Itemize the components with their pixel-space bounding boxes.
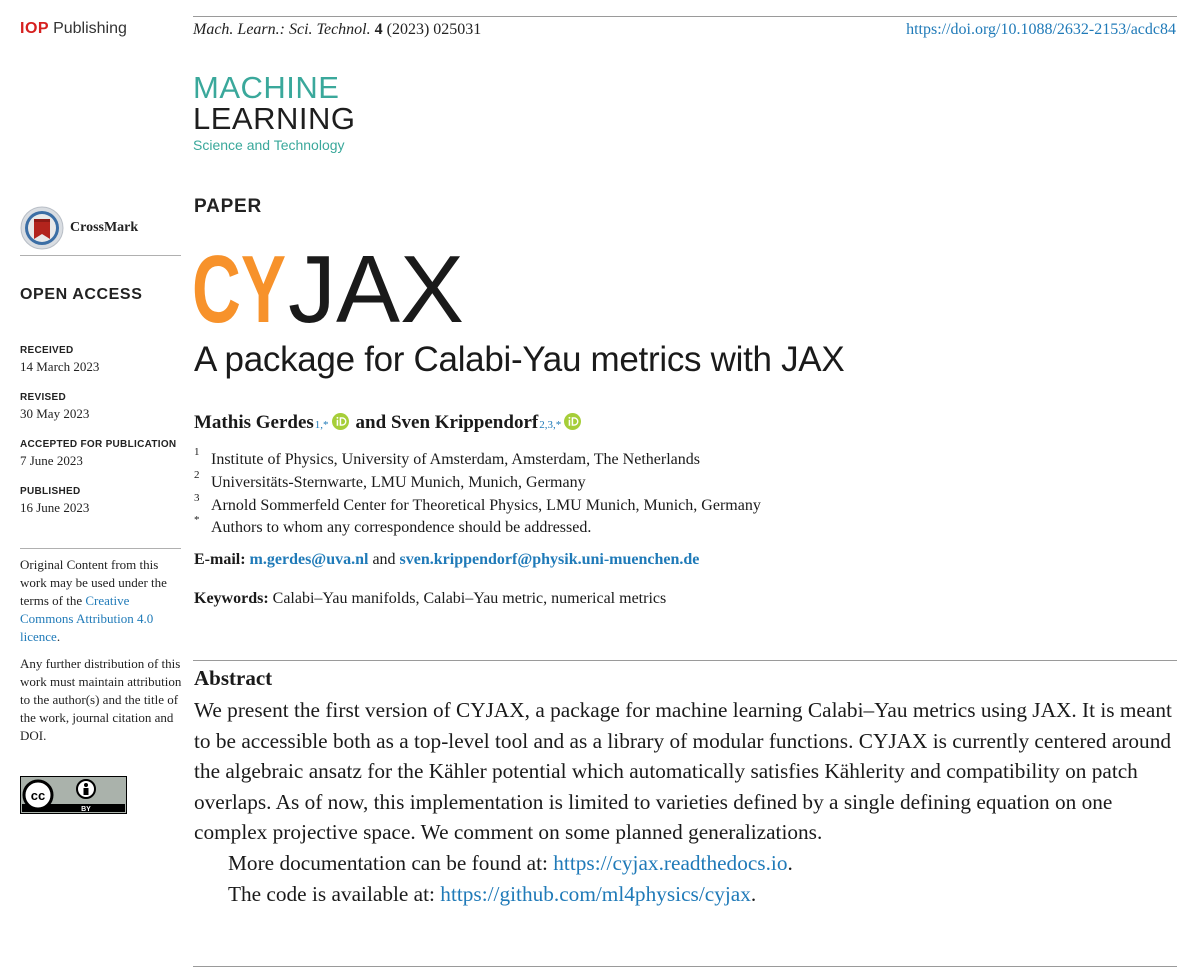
publisher-brand: IOP (20, 20, 50, 37)
article-type-label: PAPER (194, 196, 263, 217)
sidebar-rule-1 (20, 255, 181, 256)
journal-logo-line3: Science and Technology (193, 137, 345, 153)
author-affiliation-ref[interactable]: 2,3,* (539, 419, 562, 431)
correspondence-note (194, 514, 592, 537)
accepted-date: 7 June 2023 (20, 453, 83, 468)
abstract-rule (193, 660, 1177, 661)
abstract-text: We present the first version of CYJAX, a package for machine learning Calabi–Yau metrics using JAX. It is meant to be accessible both as a top-level tool and as a library of modular functions. CYJAX is currently centered around the algebraic ansatz for the Kähler potential which automatically satisfies Kählerity and compatibility on patch overlaps. As of now, this implementation is limited to varieties defined by a single defining equation on one complex projective space. We comment on some planned generalizations. (194, 698, 1172, 845)
cc-by-badge[interactable] (20, 776, 127, 814)
journal-year-article: (2023) 025031 (386, 21, 482, 38)
revised-label: REVISED (20, 392, 67, 403)
received-label: RECEIVED (20, 345, 74, 356)
journal-logo[interactable] (193, 72, 355, 153)
journal-logo-line2: LEARNING (193, 101, 356, 136)
email-line (194, 551, 699, 569)
code-line (194, 879, 1174, 910)
journal-volume: 4 (374, 21, 383, 38)
license-note (20, 556, 185, 646)
email-join: and (372, 551, 396, 568)
keywords-text: Calabi–Yau manifolds, Calabi–Yau metric, numerical metrics (272, 590, 667, 607)
email-label: E-mail: (194, 551, 246, 568)
open-access-label: OPEN ACCESS (20, 286, 143, 303)
author-affiliation-ref[interactable]: 1,* (314, 419, 329, 431)
author-name[interactable]: Mathis Gerdes (194, 412, 314, 433)
author-list (194, 411, 588, 434)
published-label: PUBLISHED (20, 486, 81, 497)
affiliation-number: 3 (194, 492, 200, 504)
affiliation-text: Arnold Sommerfeld Center for Theoretical Physics, LMU Munich, Munich, Germany (211, 497, 761, 514)
email-link-2[interactable]: sven.krippendorf@physik.uni-muenchen.de (399, 551, 700, 568)
code-link[interactable]: https://github.com/ml4physics/cyjax (440, 881, 751, 906)
email-link-1[interactable]: m.gerdes@uva.nl (249, 551, 369, 568)
docs-link[interactable]: https://cyjax.readthedocs.io (553, 850, 788, 875)
journal-citation (193, 21, 481, 39)
distribution-note: Any further distribution of this work must maintain attribution to the author(s) and the title of the work, journal citation and DOI. (20, 656, 182, 743)
license-link[interactable]: Creative Commons Attribution 4.0 licence (20, 593, 154, 644)
received-date: 14 March 2023 (20, 359, 100, 374)
affiliation-number: 2 (194, 469, 200, 481)
affiliation (194, 469, 586, 492)
orcid-icon[interactable] (332, 413, 349, 430)
affiliation-text: Institute of Physics, University of Amsterdam, Amsterdam, The Netherlands (211, 451, 700, 468)
cyjax-logo (192, 234, 472, 330)
affiliation (194, 446, 700, 469)
affiliation-number: 1 (194, 446, 200, 458)
abstract-heading: Abstract (194, 666, 273, 690)
docs-suffix: . (787, 850, 793, 875)
crossmark-label: CrossMark (70, 220, 139, 235)
abstract-body (194, 695, 1174, 909)
affiliation-text: Authors to whom any correspondence should be addressed. (211, 519, 592, 536)
doi-link[interactable]: https://doi.org/10.1088/2632-2153/acdc84 (906, 21, 1176, 38)
publisher-logo[interactable] (20, 20, 127, 38)
published-date: 16 June 2023 (20, 500, 90, 515)
header-rule (193, 16, 1177, 17)
license-text: Original Content from this work may be used under the terms of the (20, 557, 167, 608)
license-end: . (56, 629, 61, 644)
bottom-rule (193, 966, 1177, 967)
sidebar-rule-2 (20, 548, 181, 549)
publisher-name: Publishing (53, 20, 127, 37)
keywords-label: Keywords: (194, 590, 269, 607)
code-prefix: The code is available at: (228, 881, 441, 906)
revised-date: 30 May 2023 (20, 406, 90, 421)
affiliation-number: * (194, 514, 200, 526)
docs-line (194, 848, 1174, 879)
author-join: and (355, 412, 387, 433)
cyjax-logo-jax: JAX (288, 236, 464, 330)
paper-title: A package for Calabi-Yau metrics with JAX (194, 340, 845, 379)
accepted-label: ACCEPTED FOR PUBLICATION (20, 439, 177, 450)
affiliation (194, 492, 761, 515)
affiliation-text: Universitäts-Sternwarte, LMU Munich, Munich, Germany (211, 474, 586, 491)
keywords-line (194, 590, 666, 608)
cyjax-logo-cy: CY (192, 236, 286, 330)
crossmark-badge[interactable] (20, 206, 138, 250)
orcid-icon[interactable] (564, 413, 581, 430)
cc-icon-text: cc (30, 788, 46, 803)
code-suffix: . (750, 881, 757, 906)
author-name[interactable]: Sven Krippendorf (390, 412, 539, 433)
docs-prefix: More documentation can be found at: (228, 850, 554, 875)
journal-abbrev: Mach. Learn.: Sci. Technol. (193, 21, 371, 38)
journal-logo-line1: MACHINE (193, 70, 340, 105)
by-label: BY (81, 806, 91, 813)
crossmark-icon (20, 206, 64, 250)
